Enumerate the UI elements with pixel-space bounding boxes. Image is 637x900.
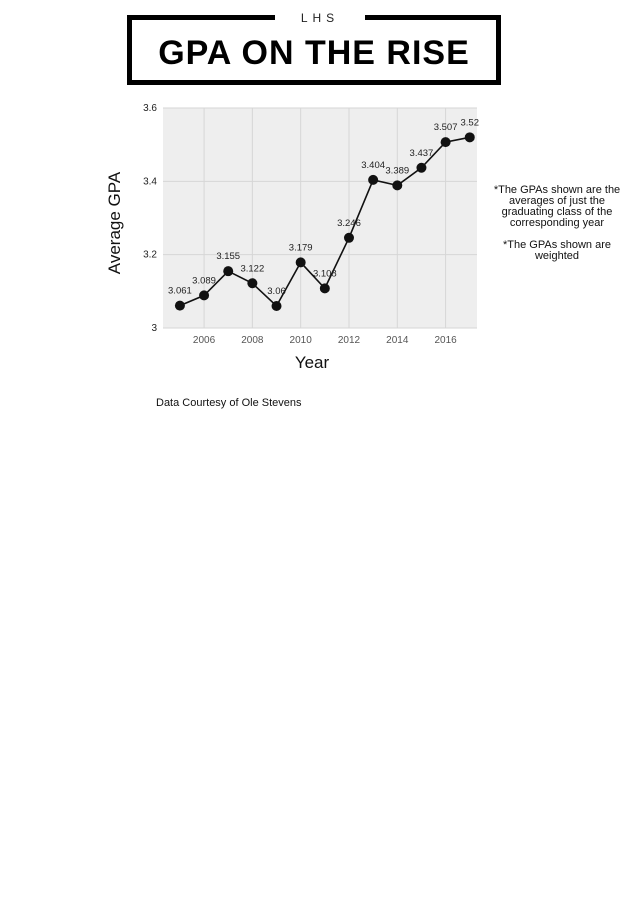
data-label: 3.389 — [385, 165, 410, 177]
data-point — [199, 290, 209, 300]
data-point — [344, 233, 354, 243]
y-tick-label: 3.2 — [143, 249, 157, 261]
plot-area — [163, 108, 477, 328]
y-tick-label: 3.4 — [143, 176, 157, 188]
data-point — [441, 137, 451, 147]
data-point — [320, 283, 330, 293]
data-credit: Data Courtesy of Ole Stevens — [156, 397, 302, 409]
data-label: 3.246 — [337, 217, 361, 229]
gpa-line-chart — [95, 95, 485, 385]
x-axis-title: Year — [294, 353, 330, 372]
data-point — [392, 180, 402, 190]
data-point — [272, 301, 282, 311]
data-label: 3.061 — [168, 285, 192, 297]
data-label: 3.404 — [361, 159, 386, 171]
data-label: 3.437 — [409, 147, 434, 159]
data-point — [296, 257, 306, 267]
data-label: 3.06 — [267, 286, 286, 297]
data-point — [247, 278, 257, 288]
data-label: 3.52 — [460, 117, 480, 129]
x-tick-label: 2014 — [386, 335, 409, 346]
x-tick-label: 2012 — [337, 335, 361, 346]
data-label: 3.108 — [312, 268, 337, 280]
data-point — [465, 132, 475, 142]
data-label: 3.122 — [240, 263, 265, 275]
data-point — [175, 301, 185, 311]
data-label: 3.089 — [192, 275, 216, 287]
y-tick-label: 3 — [151, 323, 157, 334]
title-kicker: LHS — [275, 8, 365, 28]
data-label: 3.155 — [216, 251, 241, 263]
x-tick-label: 2016 — [434, 335, 457, 346]
x-tick-label: 2010 — [289, 335, 312, 346]
x-tick-label: 2006 — [192, 335, 216, 346]
y-axis-title: Average GPA — [105, 171, 124, 275]
data-label: 3.179 — [288, 242, 313, 254]
y-tick-label: 3.6 — [143, 103, 157, 114]
note-averages: *The GPAs shown are the averages of just the graduating class of the corresponding year — [493, 184, 621, 229]
data-point — [223, 266, 233, 276]
page-title: GPA ON THE RISE — [158, 34, 470, 72]
data-point — [368, 175, 378, 185]
data-point — [416, 163, 426, 173]
data-label: 3.507 — [433, 122, 458, 134]
note-weighted: *The GPAs shown are weighted — [502, 239, 611, 262]
x-tick-label: 2008 — [241, 335, 264, 346]
